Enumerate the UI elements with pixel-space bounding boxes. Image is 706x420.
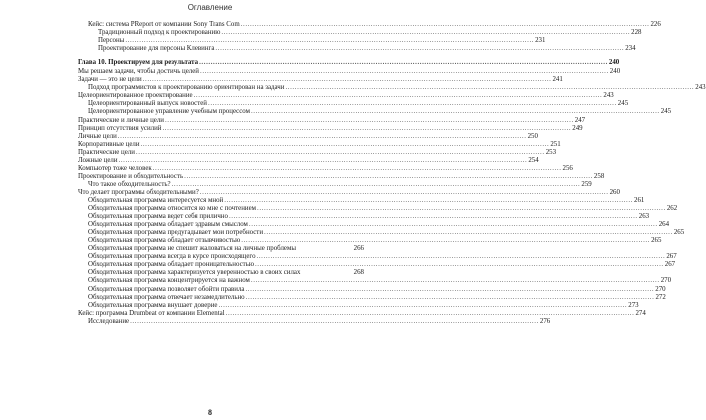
toc-entry-title: Компьютер тоже человек (78, 164, 152, 172)
toc-entry-page: 243 (603, 92, 614, 100)
toc-entry-page: 265 (673, 229, 685, 237)
toc-entry (78, 100, 629, 108)
toc-entry (78, 108, 672, 116)
toc-entry-page: 241 (552, 76, 563, 84)
toc-entry-page: 240 (608, 59, 620, 67)
toc-entry (78, 45, 636, 53)
dot-leader (245, 286, 654, 294)
dot-leader (118, 133, 527, 141)
toc-entry-page: 272 (655, 293, 666, 301)
dot-leader (251, 108, 660, 116)
dot-leader (226, 310, 635, 318)
dot-leader (264, 229, 673, 237)
dot-leader (246, 294, 655, 302)
toc-entry-title: Целеориентированное проектирование (78, 92, 193, 100)
toc-entry-title: Ложные цели (78, 156, 118, 164)
toc-entry-title: Целеориентированный выпуск новостей (88, 100, 207, 108)
toc-entry-title: Обходительная программа интересуется мной (88, 196, 224, 204)
toc-entry-title: Целеориентированное управление учебным процессом (88, 108, 250, 116)
dot-leader (165, 117, 574, 125)
toc-entry-page: 243 (695, 84, 706, 92)
toc-entry (78, 237, 662, 245)
toc-entry-title: Проектирование и обходительность (78, 172, 184, 180)
toc-entry (78, 180, 592, 189)
toc-entry-page: 266 (353, 245, 364, 253)
toc-entry (78, 116, 586, 125)
toc-entry-title: Глава 10. Проектируем для результата (78, 59, 199, 67)
toc-entry (78, 301, 639, 310)
toc-entry (78, 245, 364, 253)
toc-entry-page: 250 (527, 132, 538, 140)
running-head: Оглавление (187, 3, 233, 12)
toc-entry (78, 317, 551, 326)
toc-entry-page: 273 (628, 301, 639, 309)
dot-leader (194, 92, 603, 100)
toc-entry (78, 196, 645, 205)
toc-entry (78, 148, 557, 157)
toc-entry-title: Кейс: программа Drumbeat от компании Elemental (78, 309, 225, 317)
toc-entry-page: 263 (638, 213, 650, 221)
dot-leader (221, 29, 630, 37)
toc-entry-page: 270 (660, 277, 672, 285)
toc-entry (78, 68, 621, 76)
toc-entry (78, 293, 666, 302)
toc-entry-page: 254 (528, 156, 539, 164)
toc-entry (78, 76, 563, 84)
toc-entry-page: 270 (655, 285, 666, 293)
dot-leader (257, 205, 666, 213)
dot-leader (130, 318, 539, 326)
dot-leader (141, 141, 550, 149)
toc-entry-page: 276 (539, 317, 551, 325)
toc-entry-page: 258 (593, 172, 605, 180)
toc-entry (78, 37, 546, 45)
toc-entry (78, 164, 573, 173)
toc-entry-title: Проектирование для персоны Клевинга (98, 45, 215, 53)
toc-entry (78, 285, 666, 294)
toc-entry-title: Обходительная программа всегда в курсе происходящего (88, 253, 256, 261)
dot-leader (153, 165, 562, 173)
toc-entry-title: Кейс: система PReport от компании Sony Trans Com (88, 21, 240, 28)
toc-entry-title: Обходительная программа внушает доверие (88, 301, 218, 309)
toc-entry-title: Обходительная программа характеризуется уверенностью в своих силах (88, 269, 301, 277)
toc-entry-page: 265 (651, 237, 662, 245)
toc-entry (78, 140, 561, 149)
toc-entry-title: Принцип отсутствия усилий (78, 124, 162, 132)
toc-entry-page: 249 (572, 124, 583, 132)
toc-chapter-entry (78, 59, 620, 67)
toc-entry-page: 245 (660, 108, 672, 116)
toc-entry-page: 247 (574, 116, 586, 124)
toc-entry-title: Обходительная программа отвечает незамедлительно (88, 293, 245, 301)
toc-entry (78, 92, 614, 100)
dot-leader (200, 68, 609, 76)
dot-leader (241, 237, 650, 245)
toc-entry (78, 132, 538, 141)
dot-leader (241, 21, 650, 29)
toc-entry (78, 229, 685, 237)
toc-entry (78, 29, 642, 37)
toc-entry-page: 264 (658, 221, 670, 229)
toc-entry-title: Что делает программы обходительными? (78, 188, 199, 196)
dot-leader (257, 253, 666, 261)
dot-leader (172, 181, 581, 189)
dot-leader (208, 100, 617, 108)
toc-entry-title: Обходительная программа обладает отзывчивостью (88, 237, 241, 245)
toc-entry-page: 268 (353, 269, 364, 277)
dot-leader (249, 221, 658, 229)
toc-entry-page: 256 (562, 164, 573, 172)
toc-entry-title: Корпоративные цели (78, 140, 140, 148)
toc-entry-title: Обходительная программа ведет себя прилично (88, 213, 228, 221)
dot-leader (251, 277, 660, 285)
toc-entry-page: 245 (617, 100, 629, 108)
dot-leader (200, 189, 609, 197)
toc-entry (78, 221, 670, 229)
toc-entry-page: 231 (535, 37, 546, 45)
toc-entry-page: 259 (581, 180, 592, 188)
toc-entry-page: 240 (609, 68, 621, 76)
toc-entry-title: Что такое обходительность? (88, 180, 171, 188)
page-number: 8 (208, 408, 212, 417)
toc-entry-page: 262 (666, 205, 678, 213)
toc-entry (78, 277, 672, 285)
toc-entry-title: Традиционный подход к проектированию (98, 29, 221, 37)
toc-entry-page: 226 (650, 21, 661, 28)
toc-entry-title: Обходительная программа относится ко мне с почтением (88, 205, 257, 213)
toc-entry (78, 124, 583, 133)
toc-entry-title: Практические цели (78, 148, 135, 156)
toc-entry-title: Обходительная программа не спешит жаловаться на личные проблемы (88, 245, 296, 253)
toc-entry (78, 156, 539, 165)
dot-leader (119, 157, 528, 165)
toc-entry-title: Обходительная программа предугадывает мои потребности (88, 229, 264, 237)
toc-entry-title: Личные цели (78, 132, 117, 140)
toc-entry (78, 205, 678, 213)
toc-entry-page: 267 (666, 253, 677, 261)
toc-entry-page: 234 (625, 45, 636, 53)
toc-entry-title: Подход программистов к проектированию ориентирован на задачи (88, 84, 285, 92)
dot-leader (184, 173, 593, 181)
toc-entry (78, 261, 676, 269)
dot-leader (143, 76, 552, 84)
toc-entry (78, 253, 677, 261)
dot-leader (215, 45, 624, 53)
toc-entry-title: Обходительная программа обладает здравым смыслом (88, 221, 248, 229)
toc-entry-title: Персоны (98, 37, 125, 45)
dot-leader (224, 197, 633, 205)
toc-entry (78, 172, 605, 181)
toc-entry-page: 253 (545, 148, 557, 156)
toc-entry-title: Исследование (88, 317, 130, 325)
toc-entry-page: 228 (631, 29, 642, 37)
toc-entry-page: 267 (664, 261, 676, 269)
toc-entry-title: Задачи — это не цели (78, 76, 142, 84)
toc-entry-page: 261 (634, 196, 645, 204)
toc-entry-title: Обходительная программа концентрируется на важном (88, 277, 250, 285)
dot-leader (218, 302, 627, 310)
toc-entry-title: Практические и личные цели (78, 116, 164, 124)
toc-entry-title: Обходительная программа позволяет обойти правила (88, 285, 245, 293)
toc-entry (78, 213, 650, 221)
toc-entry (78, 21, 661, 29)
toc-entry (78, 188, 620, 197)
dot-leader (229, 213, 638, 221)
dot-leader (125, 37, 534, 45)
toc-entry-page: 274 (635, 309, 646, 317)
toc-entry-page: 260 (609, 188, 620, 196)
toc-entry (78, 309, 646, 318)
toc-entry (78, 84, 706, 92)
table-of-contents (78, 21, 706, 326)
dot-leader (255, 261, 664, 269)
toc-entry-title: Мы решаем задачи, чтобы достичь целей (78, 68, 199, 76)
toc-entry (78, 269, 364, 277)
toc-entry-title: Обходительная программа обладает проницательностью (88, 261, 254, 269)
dot-leader (199, 59, 608, 67)
dot-leader (162, 125, 571, 133)
toc-entry-page: 251 (550, 140, 561, 148)
dot-leader (136, 149, 545, 157)
dot-leader (285, 84, 694, 92)
